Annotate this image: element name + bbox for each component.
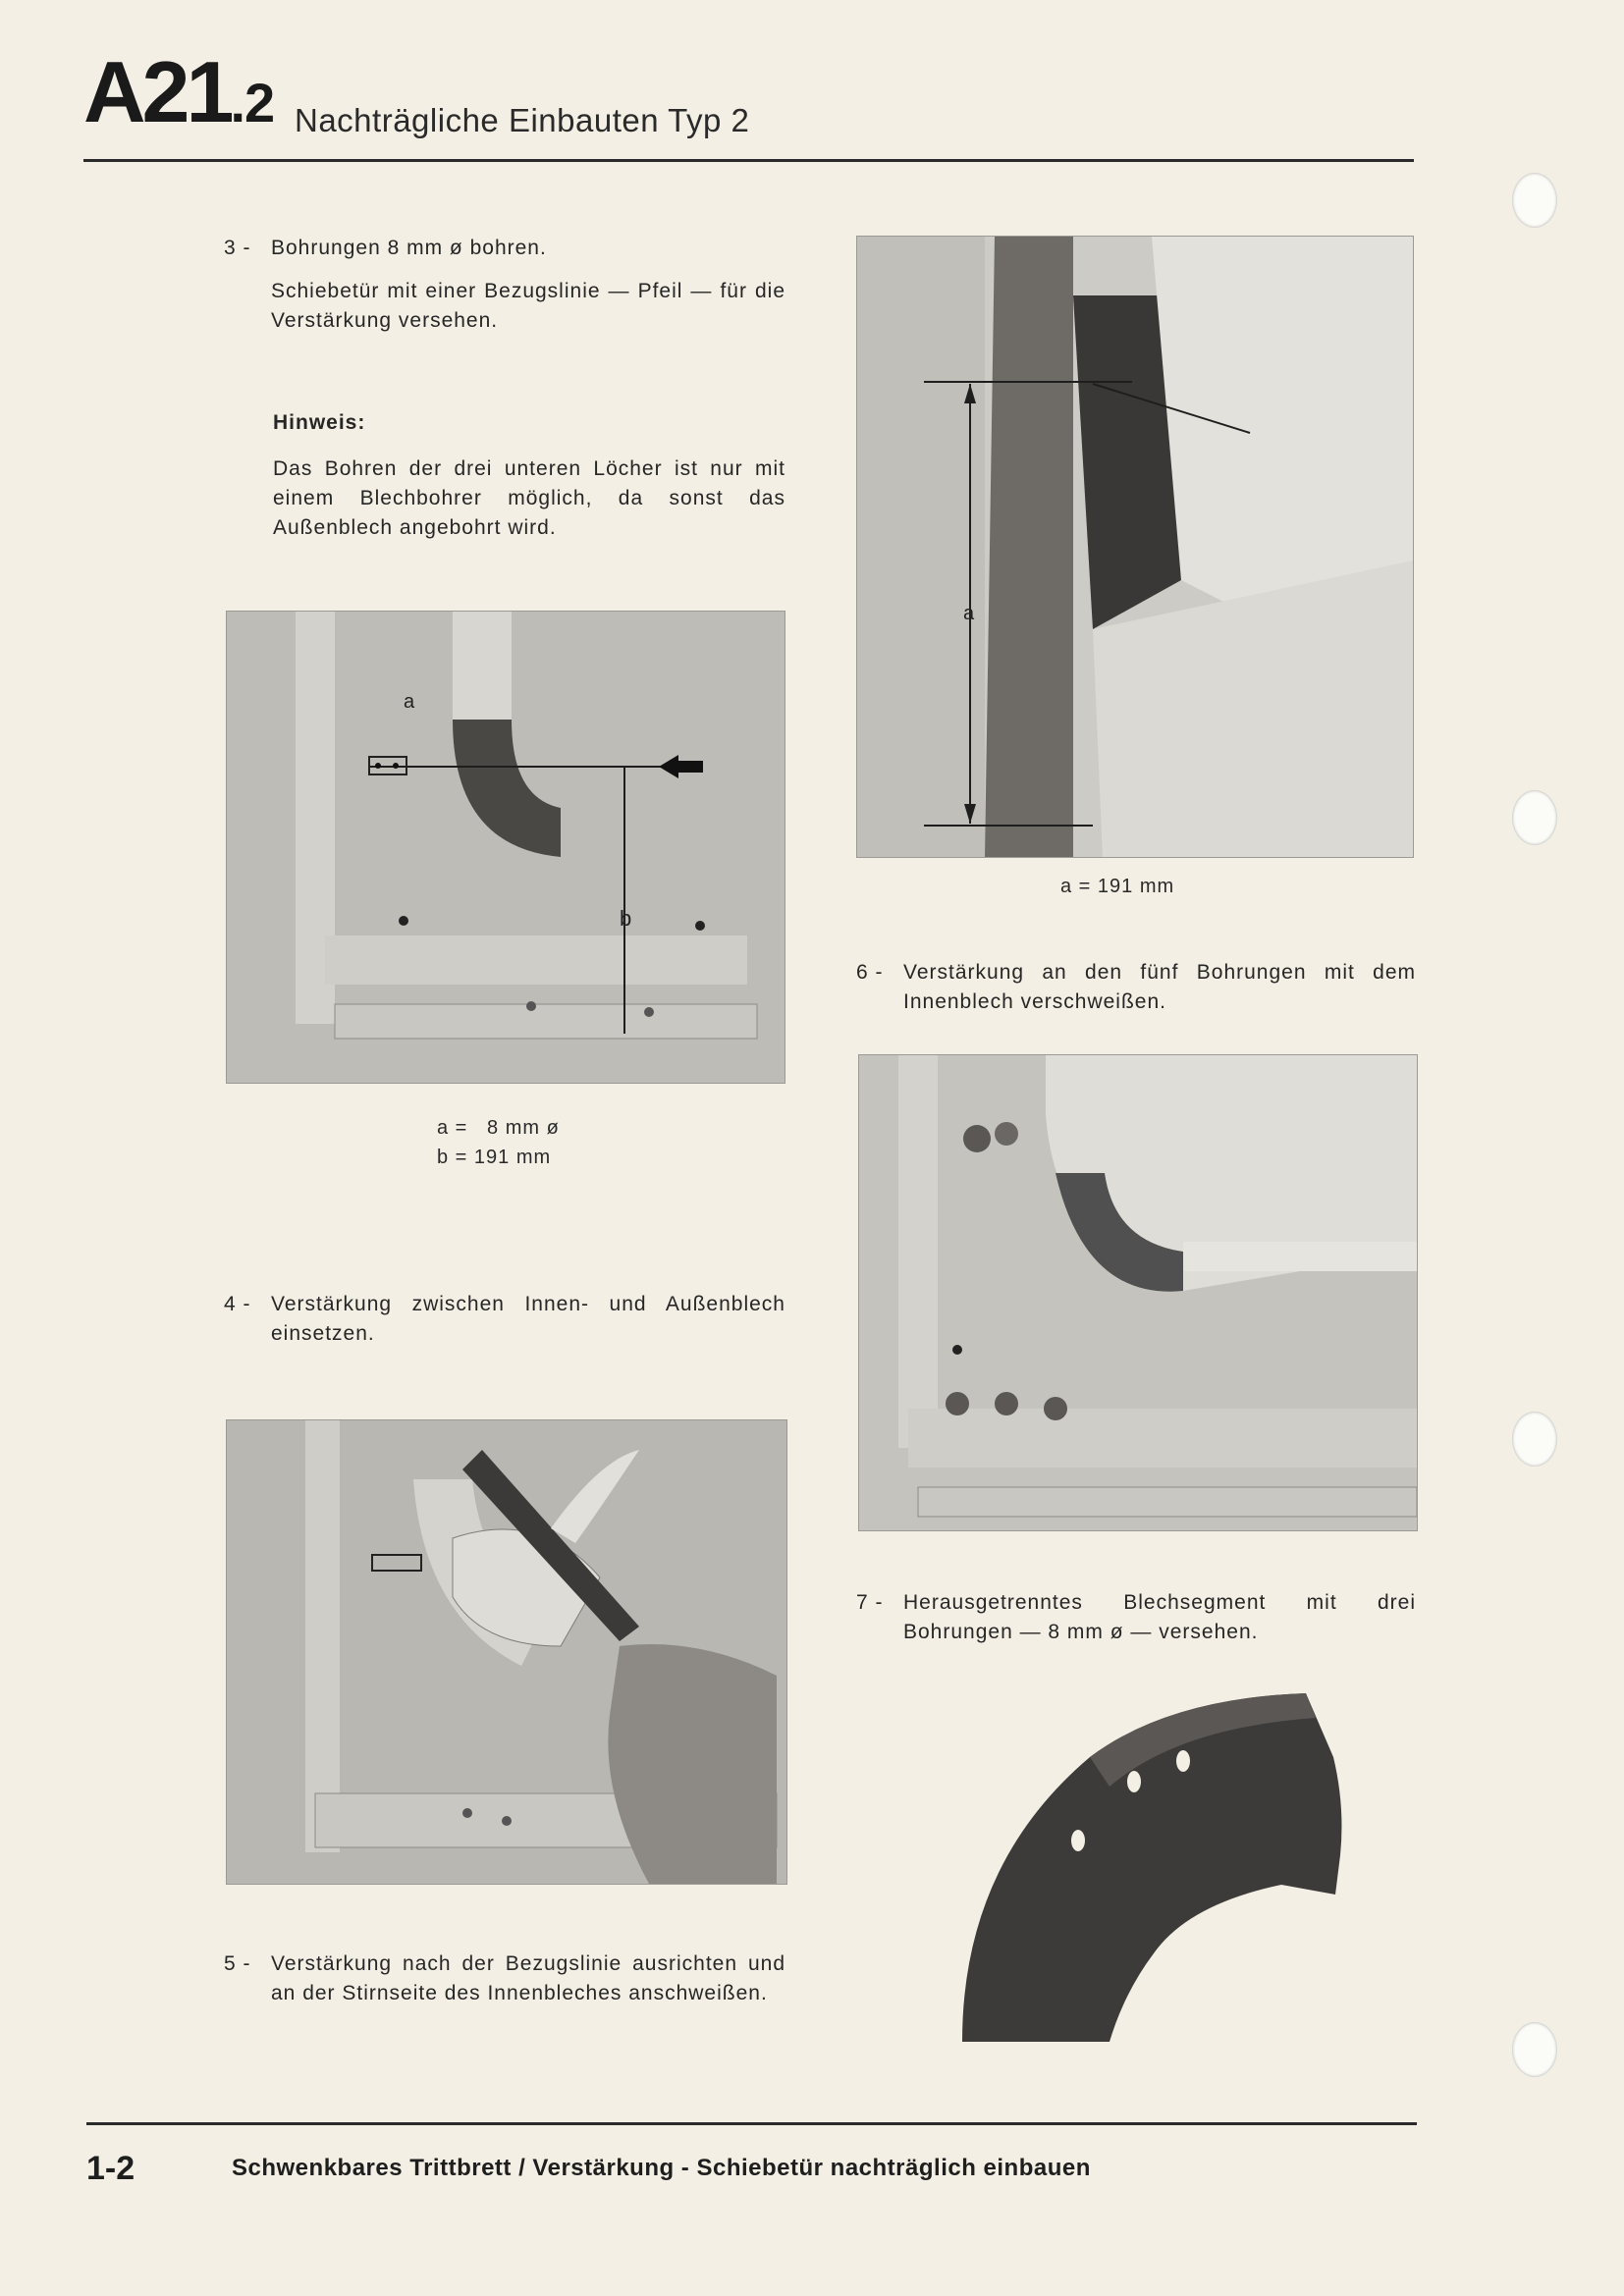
step-6: 6 - Verstärkung an den fünf Bohrungen mit dem Innenblech verschweißen. — [856, 961, 1416, 1013]
punch-hole-1 — [1512, 173, 1557, 228]
punch-hole-2 — [1512, 790, 1557, 845]
header-rule — [83, 159, 1414, 162]
page-number: 1-2 — [86, 2150, 135, 2187]
punch-hole-4 — [1512, 2022, 1557, 2077]
step-5: 5 - Verstärkung nach der Bezugslinie ausrichten und an der Stirnseite des Innenbleches anschweißen. — [224, 1952, 785, 2004]
photo-drilling-reference — [226, 611, 785, 1084]
page-title: Nachträgliche Einbauten Typ 2 — [295, 102, 750, 138]
step-4: 4 - Verstärkung zwischen Innen- und Außenblech einsetzen. — [224, 1293, 785, 1345]
fig-right1-label-a: a — [963, 603, 975, 624]
step-7: 7 - Herausgetrenntes Blechsegment mit drei Bohrungen — 8 mm ø — versehen. — [856, 1591, 1416, 1643]
photo-door-edge-measurement — [856, 236, 1414, 858]
footer-rule — [86, 2122, 1417, 2125]
fig1-legend-a: a = 8 mm ø — [437, 1117, 560, 1139]
fig1-label-a: a — [404, 691, 415, 713]
step-3-line2: Schiebetür mit einer Bezugslinie — Pfeil — für die Verstärkung versehen. — [271, 280, 785, 332]
footer-title: Schwenkbares Trittbrett / Verstärkung - Schiebetür nachträglich einbauen — [232, 2155, 1091, 2181]
fig1-legend-b: b = 191 mm — [437, 1147, 552, 1168]
step-3-line1: Bohrungen 8 mm ø bohren. — [271, 237, 547, 259]
punch-hole-3 — [1512, 1412, 1557, 1467]
hint-text: Das Bohren der drei unteren Löcher ist nur mit einem Blechbohrer möglich, da sonst das Außenblech angebohrt wird. — [273, 457, 785, 539]
fig-right1-caption: a = 191 mm — [1060, 876, 1175, 897]
photo-insert-reinforcement — [226, 1419, 787, 1885]
photo-sheet-segment — [943, 1679, 1355, 2042]
photo-welded-reinforcement — [858, 1054, 1418, 1531]
fig1-label-b: b — [620, 906, 632, 931]
hint-title: Hinweis: — [273, 411, 366, 434]
section-code: A21.2 — [83, 43, 275, 140]
step-3: 3 - Bohrungen 8 mm ø bohren. Schiebetür mit einer Bezugslinie — Pfeil — für die Verstärkung versehen. — [224, 234, 785, 336]
